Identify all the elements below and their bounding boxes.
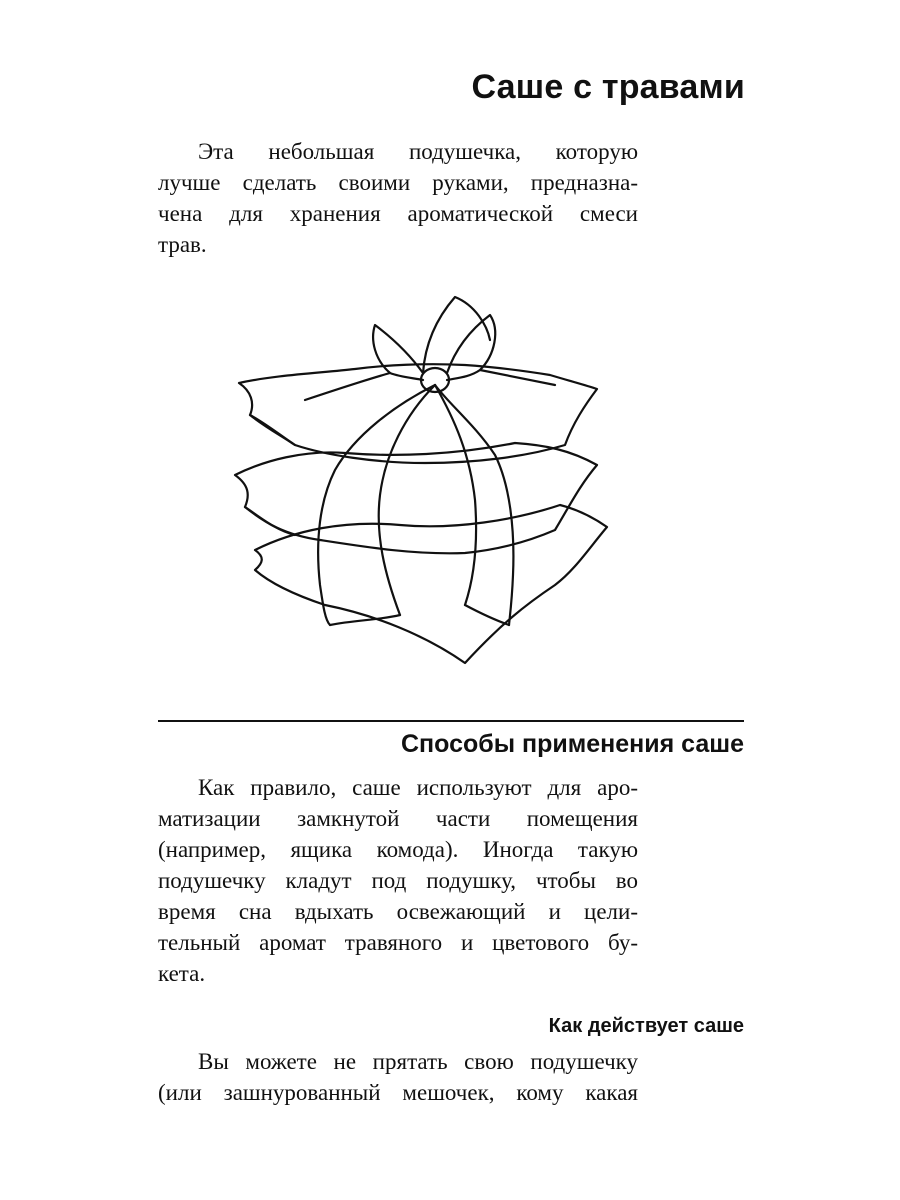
text-line: Вы можете не прятать свою подушечку bbox=[198, 1049, 638, 1074]
text-line: чена для хранения ароматической смеси bbox=[158, 201, 638, 226]
text-line: лучше сделать своими руками, предназна- bbox=[158, 170, 638, 195]
text-line: матизации замкнутой части помещения bbox=[158, 806, 638, 831]
text-line: время сна вдыхать освежающий и цели- bbox=[158, 899, 638, 924]
section-divider bbox=[158, 720, 744, 722]
text-line: (например, ящика комода). Иногда такую bbox=[158, 837, 638, 862]
sachet-illustration bbox=[225, 285, 620, 675]
text-line: тельный аромат травяного и цветового бу- bbox=[158, 930, 638, 955]
page-title: Саше с травами bbox=[471, 68, 745, 106]
text-line: трав. bbox=[158, 232, 207, 257]
section-heading-how: Как действует саше bbox=[548, 1015, 744, 1037]
how-paragraph bbox=[158, 1046, 638, 1108]
intro-paragraph bbox=[158, 136, 638, 260]
usage-paragraph bbox=[158, 772, 638, 989]
text-line: подушечку кладут под подушку, чтобы во bbox=[158, 868, 638, 893]
text-line: кета. bbox=[158, 961, 206, 986]
text-line: Как правило, саше используют для аро- bbox=[198, 775, 638, 800]
text-line: Эта небольшая подушечка, которую bbox=[198, 139, 638, 164]
section-heading-usage: Способы применения саше bbox=[400, 730, 744, 758]
text-line: (или зашнурованный мешочек, кому какая bbox=[158, 1080, 638, 1105]
